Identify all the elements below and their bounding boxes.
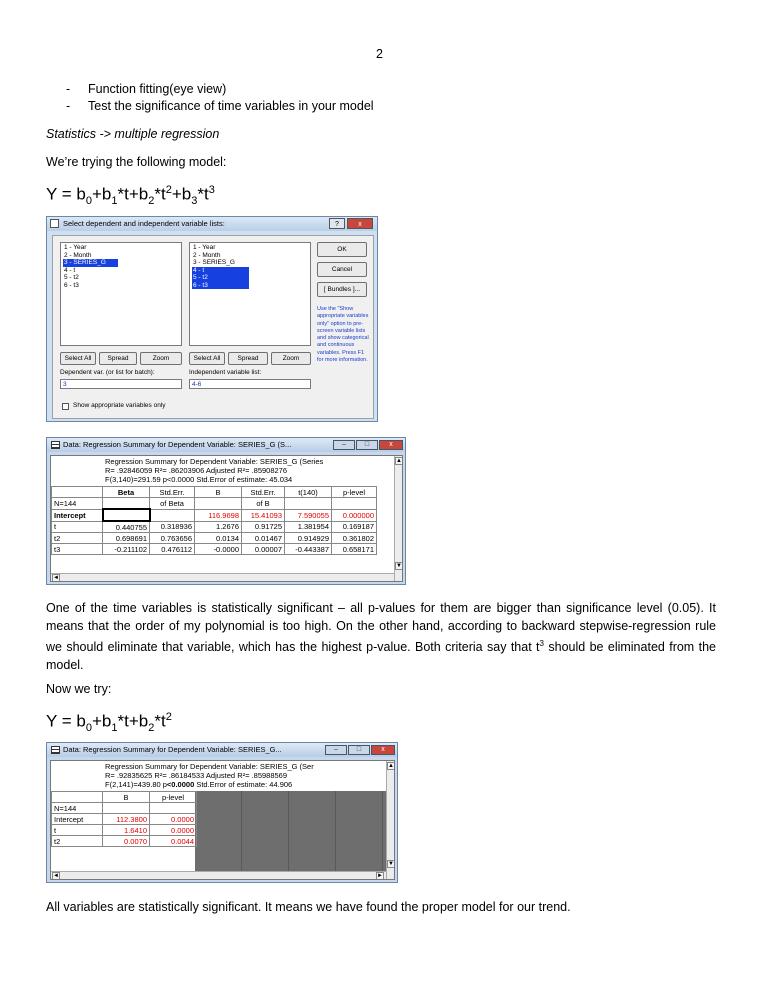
window-title: Data: Regression Summary for Dependent Variable: SERIES_G... xyxy=(63,745,282,754)
close-button[interactable]: x xyxy=(379,440,403,450)
bullet-item: - Function fitting(eye view) xyxy=(66,82,227,96)
list-item[interactable]: 6 - t3 xyxy=(64,281,79,289)
summary-line: Regression Summary for Dependent Variable: SERIES_G (Ser xyxy=(105,762,314,771)
variable-selection-dialog xyxy=(46,216,378,422)
table-cell: 0.169187 xyxy=(332,521,377,533)
table-cell-active[interactable] xyxy=(103,509,150,521)
select-all-button[interactable]: Select All xyxy=(189,352,225,365)
results-grid xyxy=(50,455,403,582)
row-label: t xyxy=(52,825,103,836)
table-row xyxy=(52,814,197,825)
independent-var-input[interactable]: 4-6 xyxy=(189,379,311,389)
column-header: B xyxy=(103,792,150,803)
maximize-button[interactable]: □ xyxy=(356,440,378,450)
list-item-selected[interactable]: 3 - SERIES_G xyxy=(63,259,118,267)
close-button[interactable]: x xyxy=(371,745,395,755)
row-label: t xyxy=(52,521,103,533)
table-cell xyxy=(103,803,150,814)
dialog-body xyxy=(52,235,374,419)
bundles-button[interactable]: [ Bundles ]... xyxy=(317,282,367,297)
list-item-selected[interactable]: 5 - t2 xyxy=(192,274,249,282)
list-item[interactable]: 5 - t2 xyxy=(64,274,79,281)
now-try-text: Now we try: xyxy=(46,682,112,696)
vertical-scrollbar[interactable] xyxy=(386,761,395,880)
table-cell: 0.01467 xyxy=(242,533,285,544)
results-grid xyxy=(50,760,395,880)
intro-text: We’re trying the following model: xyxy=(46,155,227,169)
table-cell: 1.2676 xyxy=(195,521,242,533)
minimize-button[interactable]: – xyxy=(325,745,347,755)
list-item[interactable]: 4 - t xyxy=(64,266,76,274)
help-note: Use the "Show appropriate variables only" option to pre-screen variable lists and show categorical and continuous variables. Press F1 for more information. xyxy=(317,306,369,364)
cancel-button[interactable]: Cancel xyxy=(317,262,367,277)
table-cell: 0.0134 xyxy=(195,533,242,544)
list-item[interactable]: 1 - Year xyxy=(193,244,216,251)
formula-cubic: $Y = b_0+b_1*t+b_2*t^2+b_3*t^3$ xyxy=(46,184,215,208)
summary-line: R= .92835625 R²= .86184533 Adjusted R²= .85988569 xyxy=(105,771,288,780)
table-cell xyxy=(150,803,197,814)
table-row xyxy=(52,825,197,836)
table-cell: 0.476112 xyxy=(150,544,195,555)
bullet-item: - Test the significance of time variables in your model xyxy=(66,99,374,113)
conclusion-text: All variables are statistically significant. It means we have found the proper model for our trend. xyxy=(46,900,571,914)
n-label: N=144 xyxy=(52,498,103,510)
table-cell: 0.91725 xyxy=(242,521,285,533)
table-cell: 7.590055 xyxy=(285,509,332,521)
row-label: t3 xyxy=(52,544,103,555)
column-header: p-level xyxy=(150,792,197,803)
menu-path: Statistics -> multiple regression xyxy=(46,127,220,141)
help-button[interactable]: ? xyxy=(329,218,345,229)
maximize-button[interactable]: □ xyxy=(348,745,370,755)
list-item-selected[interactable]: 4 - t xyxy=(192,267,249,275)
vertical-scrollbar[interactable] xyxy=(394,456,403,582)
regression-table xyxy=(51,791,197,847)
table-cell: 0.361802 xyxy=(332,533,377,544)
corner-cell xyxy=(52,792,103,803)
table-cell: 0.763656 xyxy=(150,533,195,544)
table-cell: 1.6410 xyxy=(103,825,150,836)
list-item[interactable]: 2 - Month xyxy=(64,251,92,259)
close-button[interactable]: x xyxy=(347,218,373,229)
table-cell: 15.41093 xyxy=(242,509,285,521)
analysis-paragraph: One of the time variables is statistically significant – all p-values for them are bigger than significance level (0.05). It means that the order of my polynomial is too high. On the other hand, according to backward stepwise-regression rule we should eliminate that variable, which has the highest p-value. Both criteria say that $t^3$ should be eliminated from the model. xyxy=(46,601,716,672)
column-header: Std.Err. xyxy=(150,487,195,498)
column-header: p-level xyxy=(332,487,377,498)
table-cell: 0.318936 xyxy=(150,521,195,533)
table-row xyxy=(52,533,377,544)
column-header: B xyxy=(195,487,242,498)
scroll-down-arrow[interactable]: ▼ xyxy=(388,861,394,867)
dialog-title: Select dependent and independent variable lists: xyxy=(63,219,225,228)
scroll-down-arrow[interactable]: ▼ xyxy=(396,563,402,569)
table-cell: 0.00007 xyxy=(242,544,285,555)
show-appropriate-label: Show appropriate variables only xyxy=(73,402,166,409)
table-cell: 0.0000 xyxy=(150,825,197,836)
list-item-selected[interactable]: 6 - t3 xyxy=(192,282,249,290)
table-row xyxy=(52,544,377,555)
column-header-sub: of Beta xyxy=(150,498,195,510)
summary-line: F(3,140)=291.59 p<0.0000 Std.Error of estimate: 45.034 xyxy=(105,475,293,484)
spreadsheet-icon xyxy=(51,746,60,754)
dependent-variable-list[interactable] xyxy=(60,242,182,346)
dialog-app-icon xyxy=(50,219,59,228)
spread-button[interactable]: Spread xyxy=(228,352,268,365)
table-cell xyxy=(150,509,195,521)
dialog-title-bar xyxy=(47,217,377,231)
row-label: Intercept xyxy=(52,814,103,825)
column-header-sub xyxy=(103,498,150,510)
column-header-sub xyxy=(195,498,242,510)
table-cell: 112.3800 xyxy=(103,814,150,825)
column-header: Beta xyxy=(103,487,150,498)
zoom-button[interactable]: Zoom xyxy=(140,352,182,365)
table-cell: -0.0000 xyxy=(195,544,242,555)
n-label: N=144 xyxy=(52,803,103,814)
page-number: 2 xyxy=(376,47,383,61)
table-cell: 1.381954 xyxy=(285,521,332,533)
regression-summary-window-2 xyxy=(46,742,398,883)
independent-variable-list[interactable] xyxy=(189,242,311,346)
summary-line: F(2,141)=439.80 p<0.0000 Std.Error of estimate: 44.906 xyxy=(105,780,293,789)
summary-line: R= .92846059 R²= .86203906 Adjusted R²= .85908276 xyxy=(105,466,288,475)
table-cell: 0.0044 xyxy=(150,836,197,847)
row-label: t2 xyxy=(52,836,103,847)
spread-button[interactable]: Spread xyxy=(99,352,137,365)
summary-line: Regression Summary for Dependent Variable: SERIES_G (Series xyxy=(105,457,324,466)
zoom-button[interactable]: Zoom xyxy=(271,352,311,365)
regression-summary-window-1 xyxy=(46,437,406,585)
minimize-button[interactable]: – xyxy=(333,440,355,450)
table-cell: 0.000000 xyxy=(332,509,377,521)
table-cell: 0.0000 xyxy=(150,814,197,825)
table-cell: 0.698691 xyxy=(103,533,150,544)
table-cell: -0.443387 xyxy=(285,544,332,555)
regression-table xyxy=(51,486,377,555)
show-appropriate-checkbox[interactable] xyxy=(62,403,69,410)
table-cell: 0.658171 xyxy=(332,544,377,555)
column-header-sub xyxy=(332,498,377,510)
list-item[interactable]: 1 - Year xyxy=(64,244,87,251)
ok-button[interactable]: OK xyxy=(317,242,367,257)
table-cell: 0.440755 xyxy=(103,521,150,533)
column-header-sub: of B xyxy=(242,498,285,510)
column-header-sub xyxy=(285,498,332,510)
formula-quadratic: $Y = b_0+b_1*t+b_2*t^2$ xyxy=(46,711,172,735)
scroll-left-arrow[interactable]: ◄ xyxy=(53,575,59,581)
table-cell: 0.0070 xyxy=(103,836,150,847)
horizontal-scrollbar[interactable] xyxy=(51,573,394,582)
scroll-up-arrow[interactable]: ▲ xyxy=(388,763,394,769)
dependent-var-label: Dependent var. (or list for batch): xyxy=(60,369,155,376)
column-header: Std.Err. xyxy=(242,487,285,498)
table-row xyxy=(52,836,197,847)
row-label: Intercept xyxy=(52,509,103,521)
table-row xyxy=(52,509,377,521)
scroll-up-arrow[interactable]: ▲ xyxy=(396,458,402,464)
table-row xyxy=(52,521,377,533)
dependent-var-input[interactable]: 3 xyxy=(60,379,182,389)
window-title: Data: Regression Summary for Dependent Variable: SERIES_G (S... xyxy=(63,440,292,449)
table-cell: 116.9698 xyxy=(195,509,242,521)
corner-cell xyxy=(52,487,103,498)
row-label: t2 xyxy=(52,533,103,544)
table-cell: -0.211102 xyxy=(103,544,150,555)
select-all-button[interactable]: Select All xyxy=(60,352,96,365)
spreadsheet-icon xyxy=(51,441,60,449)
list-item[interactable]: 3 - SERIES_G xyxy=(193,259,235,266)
list-item[interactable]: 2 - Month xyxy=(193,251,221,259)
horizontal-scrollbar[interactable] xyxy=(51,871,386,880)
scroll-right-arrow[interactable]: ► xyxy=(377,873,383,879)
empty-grid-area xyxy=(195,791,386,871)
scroll-left-arrow[interactable]: ◄ xyxy=(53,873,59,879)
independent-var-label: Independent variable list: xyxy=(189,369,262,376)
table-cell: 0.914929 xyxy=(285,533,332,544)
column-header: t(140) xyxy=(285,487,332,498)
